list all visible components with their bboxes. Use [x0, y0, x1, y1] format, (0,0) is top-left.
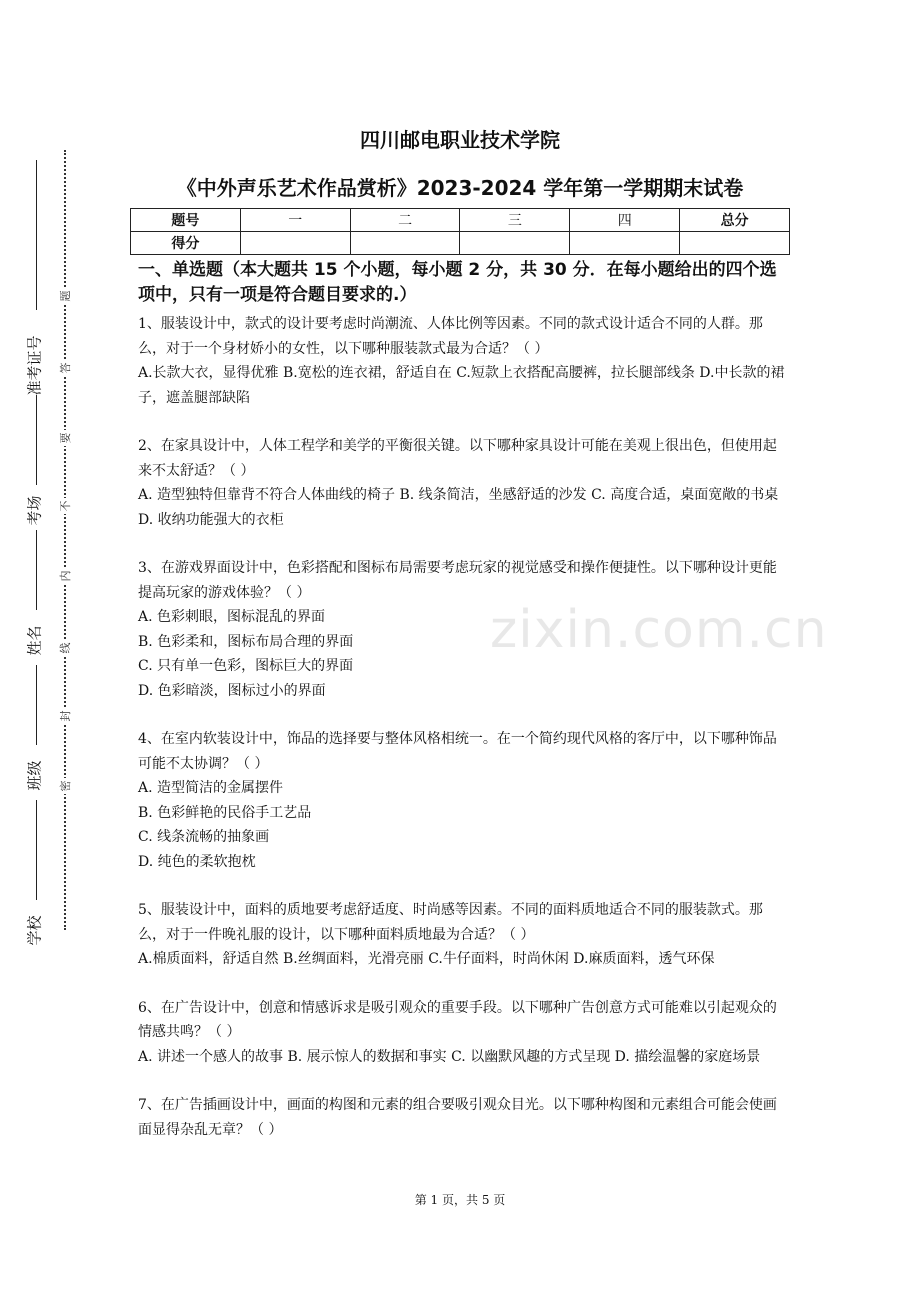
question-stem: 1、服装设计中，款式的设计要考虑时尚潮流、人体比例等因素。不同的款式设计适合不同的人群。那么，对于一个身材娇小的女性，以下哪种服装款式最为合适？（ ） [138, 316, 763, 357]
score-table-header-row [131, 209, 790, 232]
watermark: zixin.com.cn [490, 600, 828, 660]
score-cell[interactable] [570, 232, 680, 255]
question-options: A. 讲述一个感人的故事 B. 展示惊人的数据和事实 C. 以幽默风趣的方式呈现 D. 描绘温馨的家庭场景 [138, 1048, 761, 1065]
seal-char: 线 [57, 640, 73, 656]
question-options: A. 造型独特但靠背不符合人体曲线的椅子 B. 线条简洁，坐感舒适的沙发 C. 高度合适，桌面宽敞的书桌 D. 收纳功能强大的衣柜 [138, 487, 779, 528]
seal-line [64, 150, 66, 930]
score-cell[interactable] [350, 232, 460, 255]
question-options: A.棉质面料，舒适自然 B.丝绸面料，光滑亮丽 C.牛仔面料，时尚休闲 D.麻质面料，透气环保 [138, 951, 715, 967]
score-table-header-cell: 题号 [131, 209, 241, 232]
option-d: D. 纯色的柔软抱枕 [138, 853, 256, 870]
question-options: A.长款大衣，显得优雅 B.宽松的连衣裙，舒适自在 C.短款上衣搭配高腰裤，拉长腿部线条 D.中长款的裙子，遮盖腿部缺陷 [138, 365, 785, 406]
score-table-score-row [131, 232, 790, 255]
school-name: 四川邮电职业技术学院 [360, 128, 560, 152]
score-table-header-cell: 二 [350, 209, 460, 232]
option-a: A. 造型简洁的金属摆件 [138, 780, 284, 796]
option-c: C. 只有单一色彩，图标巨大的界面 [138, 658, 354, 674]
seal-char: 内 [57, 568, 73, 584]
question-5 [138, 898, 790, 972]
seal-char: 封 [57, 708, 73, 724]
score-table [130, 208, 790, 255]
room-line [36, 395, 37, 485]
question-stem: 7、在广告插画设计中，画面的构图和元素的组合要吸引观众目光。以下哪种构图和元素组合可能会使画面显得杂乱无章？（ ） [138, 1097, 777, 1138]
score-table-header-cell: 三 [460, 209, 570, 232]
option-c: C. 线条流畅的抽象画 [138, 829, 270, 845]
score-cell[interactable] [680, 232, 790, 255]
exam-id-label: 准考证号 [25, 335, 44, 396]
option-a: A. 色彩刺眼，图标混乱的界面 [138, 609, 326, 625]
exam-content [138, 258, 790, 1166]
option-b: B. 色彩柔和，图标布局合理的界面 [138, 633, 354, 650]
score-table-header-cell: 一 [240, 209, 350, 232]
question-1 [138, 312, 790, 410]
question-2 [138, 434, 790, 532]
question-6 [138, 996, 790, 1070]
question-stem: 3、在游戏界面设计中，色彩搭配和图标布局需要考虑玩家的视觉感受和操作便捷性。以下哪种设计更能提高玩家的游戏体验？（ ） [138, 560, 777, 601]
question-stem: 5、服装设计中，面料的质地要考虑舒适度、时尚感等因素。不同的面料质地适合不同的服装款式。那么，对于一件晚礼服的设计，以下哪种面料质地最为合适？（ ） [138, 902, 763, 943]
question-stem: 4、在室内软装设计中，饰品的选择要与整体风格相统一。在一个简约现代风格的客厅中，以下哪种饰品可能不太协调？（ ） [138, 731, 777, 772]
score-row-label: 得分 [131, 232, 241, 255]
score-cell[interactable] [460, 232, 570, 255]
score-table-header-cell: 总分 [680, 209, 790, 232]
page-footer: 第 1 页，共 5 页 [414, 1193, 506, 1207]
name-line [36, 530, 37, 610]
seal-char: 题 [57, 288, 73, 304]
option-b: B. 色彩鲜艳的民俗手工艺品 [138, 804, 312, 821]
school-line [36, 800, 37, 900]
score-table-header-cell: 四 [570, 209, 680, 232]
seal-char: 密 [57, 778, 73, 794]
seal-char: 不 [57, 498, 73, 514]
exam-title: 《中外声乐艺术作品赏析》2023-2024 学年第一学期期末试卷 [176, 176, 744, 200]
question-4 [138, 727, 790, 874]
seal-char: 要 [57, 430, 73, 446]
seal-char: 答 [57, 360, 73, 376]
question-7 [138, 1093, 790, 1142]
class-label: 班级 [25, 760, 44, 791]
school-label: 学校 [25, 915, 44, 946]
name-label: 姓名 [25, 625, 44, 656]
score-cell[interactable] [240, 232, 350, 255]
room-label: 考场 [25, 495, 44, 526]
class-line [36, 665, 37, 745]
question-stem: 2、在家具设计中，人体工程学和美学的平衡很关键。以下哪种家具设计可能在美观上很出色，但使用起来不太舒适？（ ） [138, 438, 777, 479]
option-d: D. 色彩暗淡，图标过小的界面 [138, 682, 326, 699]
question-stem: 6、在广告设计中，创意和情感诉求是吸引观众的重要手段。以下哪种广告创意方式可能难以引起观众的情感共鸣？（ ） [138, 999, 777, 1040]
section-heading: 一、单选题（本大题共 15 个小题，每小题 2 分，共 30 分．在每小题给出的四个选项中，只有一项是符合题目要求的.） [138, 260, 777, 305]
